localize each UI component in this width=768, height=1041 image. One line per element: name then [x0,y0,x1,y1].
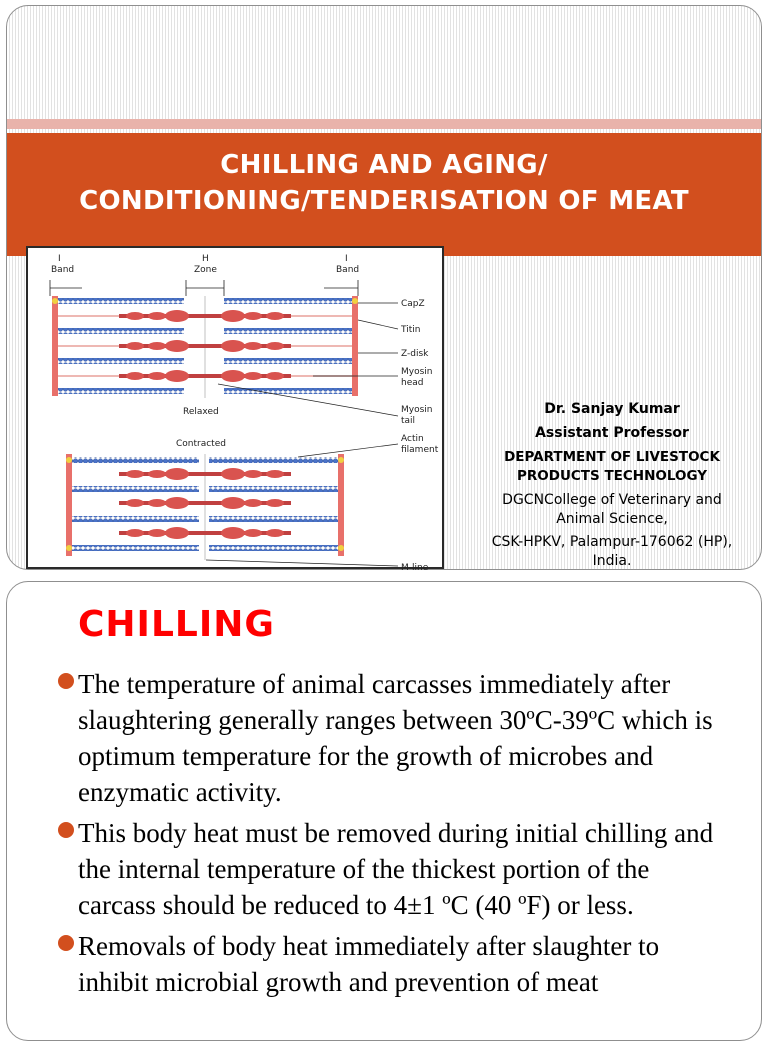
bullet-item [58,815,718,923]
bullet-dot-icon [58,935,74,951]
h-zone-label: H Zone [194,254,217,275]
bullet-dot-icon [58,822,74,838]
bullet-dot-icon [58,673,74,689]
sarcomere-diagram [26,246,444,573]
actin-filament-label: Actin filament [401,434,439,455]
contracted-sarcomere [66,454,344,560]
titin-label: Titin [401,325,421,335]
contracted-label: Contracted [176,439,226,449]
bullet-item [58,928,718,1000]
author-title: Assistant Professor [535,425,689,441]
author-institution: DGCNCollege of Veterinary and Animal Science, [502,492,722,527]
author-name: Dr. Sanjay Kumar [544,401,680,417]
m-line-label: M-line [401,563,429,573]
author-block [478,400,746,571]
author-address: CSK-HPKV, Palampur-176062 (HP), India. [491,534,733,569]
slide-title: CHILLING AND AGING/ CONDITIONING/TENDERISATION OF MEAT [79,150,689,216]
relaxed-sarcomere [52,296,358,398]
bullet-text: This body heat must be removed during initial chilling and the internal temperature of the thickest portion of the carcass should be reduced to 4±1 ºC (40 ºF) or less. [78,818,714,920]
relaxed-label: Relaxed [183,407,219,417]
z-disk-label: Z-disk [401,349,429,359]
bullet-text: The temperature of animal carcasses immediately after slaughtering generally ranges between 30ºC-39ºC which is optimum temperature for the growth of microbes and enzymatic activity. [78,669,713,807]
author-department: DEPARTMENT OF LIVESTOCK PRODUCTS TECHNOLOGY [504,449,720,484]
slide-heading: CHILLING [78,604,275,645]
accent-strip [7,119,761,129]
bullet-text: Removals of body heat immediately after slaughter to inhibit microbial growth and prevention of meat [78,931,660,997]
bullet-list [58,666,718,1005]
bullet-item [58,666,718,810]
i-band-left-label: I Band [51,254,75,275]
myosin-head-label: Myosin head [401,367,433,388]
myosin-tail-label: Myosin tail [401,405,433,426]
capz-label: CapZ [401,299,425,309]
i-band-right-label: I Band [336,254,360,275]
